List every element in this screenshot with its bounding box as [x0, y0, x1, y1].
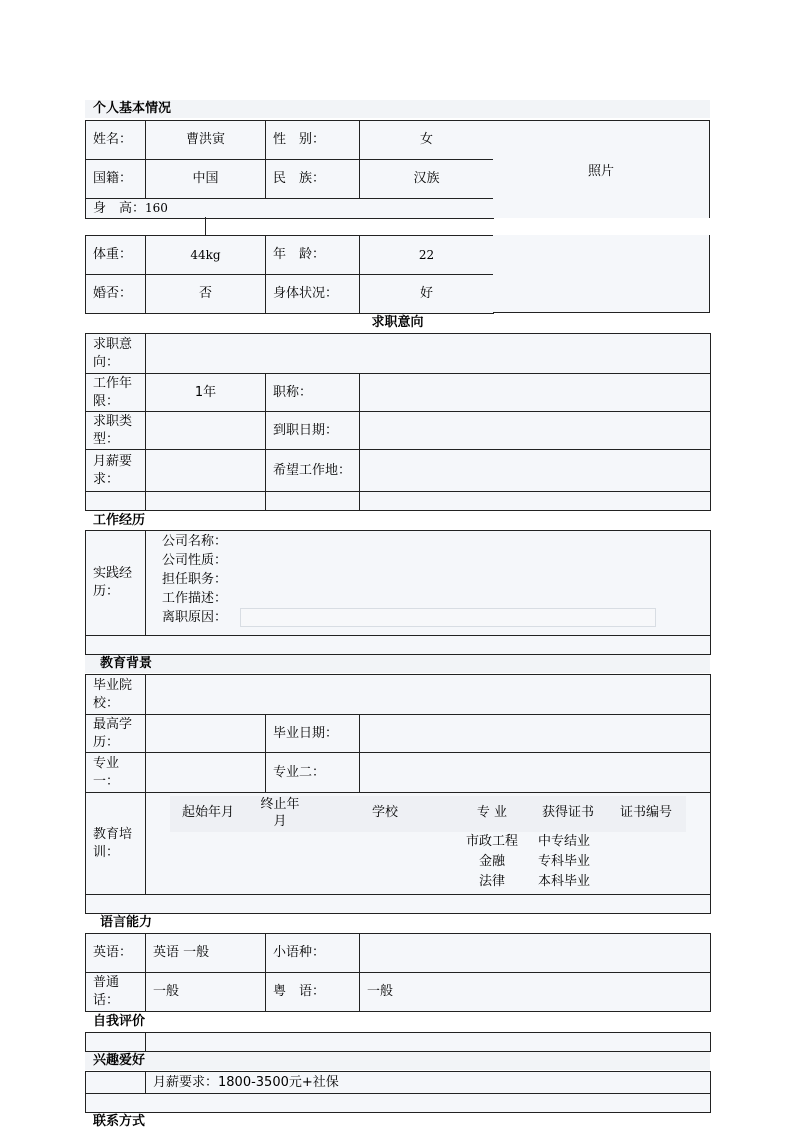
age-label: 年 龄： — [266, 236, 360, 275]
married-value: 否 — [146, 275, 266, 314]
place-label: 希望工作地： — [266, 450, 360, 492]
degree-label: 最高学历： — [86, 715, 146, 753]
work-lines — [162, 532, 227, 627]
major1-value — [146, 753, 266, 793]
cantonese-label: 粤 语： — [266, 973, 360, 1012]
work-line-description: 工作描述： — [162, 591, 228, 606]
gender-label: 性 别： — [266, 121, 360, 160]
work-line-company: 公司名称： — [162, 534, 228, 549]
section-contact-title: 联系方式 — [85, 1113, 710, 1131]
english-label: 英语： — [86, 934, 146, 973]
years-label: 工作年限： — [86, 374, 146, 412]
section-work-title: 工作经历 — [85, 512, 710, 530]
col-end-date: 终止年月 — [260, 797, 300, 829]
minor-lang-label: 小语种： — [266, 934, 360, 973]
mandarin-label: 普通话： — [86, 973, 146, 1012]
nation-value: 中国 — [146, 160, 266, 199]
edu-row-major: 法律 — [478, 874, 505, 889]
title-value — [360, 374, 711, 412]
date-label: 到职日期： — [266, 412, 360, 450]
col-cert: 获得证书 — [541, 805, 594, 820]
edu-training-rows — [460, 832, 590, 892]
edu-row-cert: 本科毕业 — [538, 874, 591, 889]
edu-row — [460, 832, 590, 852]
intent-label: 求职意向： — [86, 334, 146, 374]
section-edu-title: 教育背景 — [85, 655, 710, 673]
english-value: 英语 一般 — [146, 934, 266, 973]
married-label: 婚否： — [86, 275, 146, 314]
work-line-reason: 离职原因： — [162, 610, 228, 625]
photo-cell-continued — [493, 235, 710, 313]
lang-table — [85, 933, 711, 1012]
grad-label: 毕业日期： — [266, 715, 360, 753]
hobby-text: 月薪要求：1800-3500元+社保 — [146, 1072, 711, 1094]
weight-label: 体重： — [86, 236, 146, 275]
col-major: 专 业 — [476, 805, 508, 820]
work-label: 实践经历： — [86, 531, 146, 636]
basic-info-table-bottom — [85, 235, 494, 314]
work-line-nature: 公司性质： — [162, 553, 228, 568]
edu-row-major: 金融 — [478, 854, 505, 869]
edu-row — [460, 872, 590, 892]
health-label: 身体状况： — [266, 275, 360, 314]
divider-line — [205, 217, 206, 235]
salary-label: 月薪要求： — [86, 450, 146, 492]
health-value: 好 — [360, 275, 494, 314]
grad-value — [360, 715, 711, 753]
title-label: 职称： — [266, 374, 360, 412]
degree-value — [146, 715, 266, 753]
height-value: 160 — [145, 201, 168, 215]
school-label: 毕业院校： — [86, 675, 146, 715]
intent-table — [85, 333, 711, 511]
salary-value — [146, 450, 266, 492]
major2-value — [360, 753, 711, 793]
hobby-table — [85, 1071, 711, 1113]
col-school: 学校 — [371, 805, 398, 820]
age-value: 22 — [360, 236, 494, 275]
col-cert-no: 证书编号 — [619, 805, 672, 820]
major1-label: 专业一： — [86, 753, 146, 793]
self-table — [85, 1032, 711, 1052]
edu-row-cert: 专科毕业 — [538, 854, 591, 869]
weight-value: 44kg — [146, 236, 266, 275]
edu-row-major: 市政工程 — [465, 834, 518, 849]
place-value — [360, 450, 711, 492]
nation-label: 国籍： — [86, 160, 146, 199]
section-lang-title: 语言能力 — [85, 914, 710, 932]
type-label: 求职类型： — [86, 412, 146, 450]
height-label: 身 高： — [93, 201, 146, 216]
name-value: 曹洪寅 — [146, 121, 266, 160]
intent-value — [146, 334, 711, 374]
type-value — [146, 412, 266, 450]
school-value — [146, 675, 711, 715]
minor-lang-value — [360, 934, 711, 973]
section-basic-title: 个人基本情况 — [85, 100, 710, 118]
edu-row — [460, 852, 590, 872]
edu-training-header — [170, 796, 686, 832]
section-intent-title: 求职意向 — [85, 314, 710, 332]
edu-table — [85, 674, 711, 914]
section-self-title: 自我评价 — [85, 1013, 710, 1031]
cantonese-value: 一般 — [360, 973, 711, 1012]
self-eval-value — [146, 1033, 711, 1052]
ethnic-value: 汉族 — [360, 160, 494, 199]
leave-reason-input[interactable] — [240, 608, 656, 627]
training-label: 教育培训： — [86, 793, 146, 895]
basic-info-table-top — [85, 120, 494, 219]
col-start-date: 起始年月 — [181, 805, 234, 820]
photo-cell — [493, 120, 710, 218]
photo-label: 照片 — [587, 164, 614, 179]
years-value: 1年 — [146, 374, 266, 412]
edu-row-cert: 中专结业 — [538, 834, 591, 849]
name-label: 姓名： — [86, 121, 146, 160]
mandarin-value: 一般 — [146, 973, 266, 1012]
date-value — [360, 412, 711, 450]
work-line-position: 担任职务： — [162, 572, 228, 587]
major2-label: 专业二： — [266, 753, 360, 793]
section-hobby-title: 兴趣爱好 — [85, 1052, 710, 1070]
ethnic-label: 民 族： — [266, 160, 360, 199]
gender-value: 女 — [360, 121, 494, 160]
